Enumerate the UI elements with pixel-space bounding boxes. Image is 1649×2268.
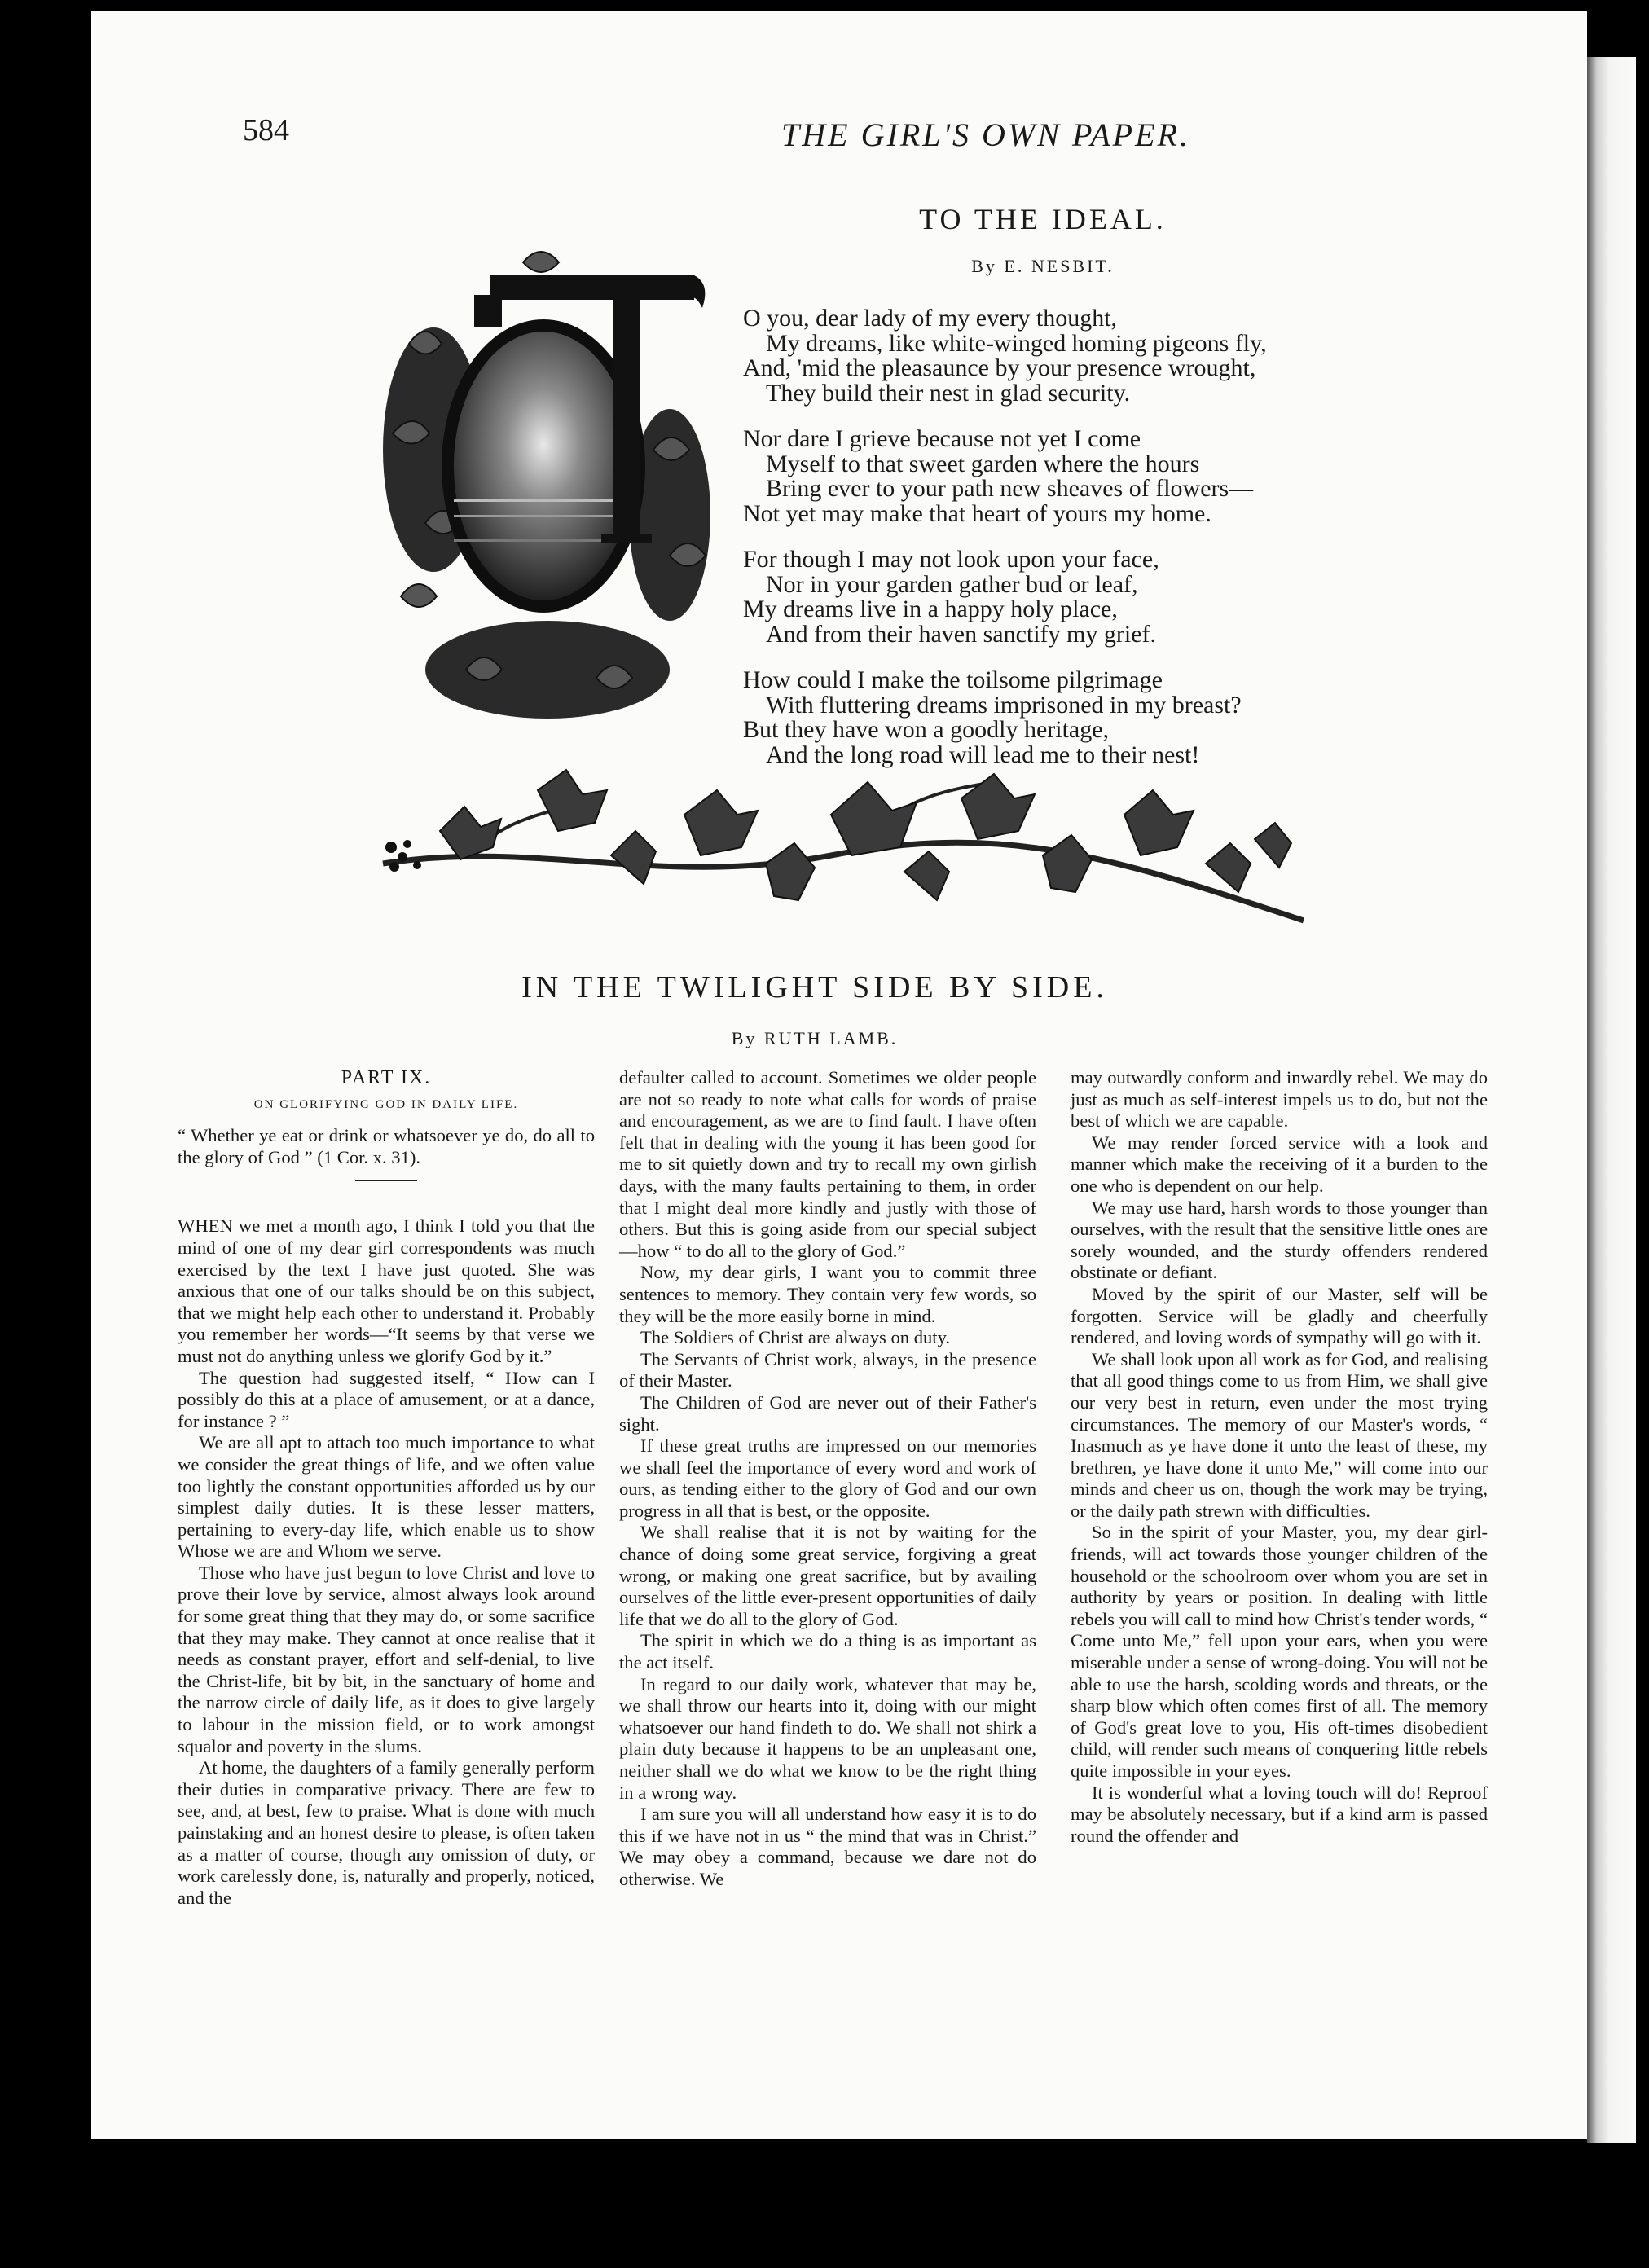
- poem-line: For though I may not look upon your face,: [743, 546, 1159, 573]
- paragraph: Moved by the spirit of our Master, self will be forgotten. Service will be gladly and cheerfully rendered, and loving words of sympathy will go with it.: [1071, 1283, 1488, 1348]
- text-column-2: [619, 1067, 1036, 1891]
- poem-line: Bring ever to your path new sheaves of flowers—: [766, 475, 1254, 502]
- running-title: THE GIRL'S OWN PAPER.: [781, 116, 1190, 153]
- part-subtitle: ON GLORIFYING GOD IN DAILY LIFE.: [253, 1097, 519, 1111]
- paragraph: defaulter called to account. Sometimes we older people are not so ready to note what calls for words of praise and encouragement, as we are to find fault. I have often felt that in dealing with the young it has been good for me to sit quietly down and try to recall my own girlish days, with the many faults pertaining to them, in order that I might deal more kindly and justly with those of others. But this is going aside from our special subject—how “ to do all to the glory of God.”: [619, 1067, 1036, 1261]
- paragraph: WHEN we met a month ago, I think I told you that the mind of one of my dear girl correspondents was much exercised by the text I have just quoted. She was anxious that one of our talks should be on this subject, that we might help each other to understand it. Probably you remember her words—“It seems by that verse we must not do anything unless we glorify God by it.”: [178, 1215, 595, 1366]
- paragraph: The spirit in which we do a thing is as important as the act itself.: [619, 1630, 1036, 1673]
- adjacent-page-edge: [1587, 57, 1636, 2143]
- paragraph: The Servants of Christ work, always, in the presence of their Master.: [619, 1348, 1036, 1391]
- poem-line: And, 'mid the pleasaunce by your presence wrought,: [743, 354, 1256, 381]
- paragraph: Those who have just begun to love Christ and love to prove their love by service, almost always look around for some great thing that they may do, or some sacrifice that they may make. They cannot at once realise that it needs as constant prayer, effort and self-denial, to live the Christ-life, bit by bit, in the sanctuary of home and the narrow circle of daily life, as it does to give largely to labour in the mission field, or to work amongst squalor and poverty in the slums.: [178, 1562, 595, 1756]
- paragraph: We are all apt to attach too much importance to what we consider the great things of life, and we often value too lightly the constant opportunities afforded us by our simplest daily duties. It is these lesser matters, pertaining to every-day life, which enable us to show Whose we are and Whom we serve.: [178, 1432, 595, 1562]
- poem-text: [743, 306, 1379, 789]
- paragraph: The Children of God are never out of their Father's sight.: [619, 1391, 1036, 1435]
- paragraph: The Soldiers of Christ are always on duty.: [640, 1327, 951, 1348]
- poem-line: O you, dear lady of my every thought,: [743, 305, 1118, 332]
- paragraph: We may use hard, harsh words to those younger than ourselves, with the result that the sensitive little ones are sorely wounded, and the sturdy offenders rendered obstinate or defiant.: [1071, 1197, 1488, 1283]
- text-column-3: [1071, 1067, 1488, 1847]
- poem-title: TO THE IDEAL.: [919, 203, 1167, 235]
- poem-line: How could I make the toilsome pilgrimage: [743, 666, 1163, 693]
- poem-line: Myself to that sweet garden where the hours: [766, 450, 1200, 477]
- poem-stanza: [743, 306, 1379, 406]
- ivy-vine-ornament: [375, 766, 1312, 937]
- section-rule: [355, 1180, 417, 1181]
- paragraph: Now, my dear girls, I want you to commit three sentences to memory. They contain very few words, so they will be the more easily borne in mind.: [619, 1262, 1036, 1326]
- part-heading: PART IX.: [341, 1067, 432, 1088]
- poem-line: My dreams live in a happy holy place,: [743, 596, 1118, 622]
- paragraph: At home, the daughters of a family generally perform their duties in comparative privacy. There are few to see, and, at best, few to praise. What is done with much painstaking and an honest desire to please, is often taken as a matter of course, though any omission of duty, or work carelessly done, is, naturally and properly, noticed, and the: [178, 1757, 595, 1908]
- text-column-1: [178, 1067, 595, 1909]
- poem-line: My dreams, like white-winged homing pigeons fly,: [766, 329, 1267, 357]
- paragraph: may outwardly conform and inwardly rebel. We may do just as much as self-interest impels us to do, but not the best of which we are capable.: [1071, 1067, 1488, 1132]
- poem-stanza: [743, 427, 1379, 526]
- poem-stanza: [743, 668, 1379, 767]
- poem-line: And the long road will lead me to their nest!: [766, 741, 1200, 768]
- poem-line: They build their nest in glad security.: [766, 379, 1131, 407]
- paragraph: We shall look upon all work as for God, and realising that all good things come to us from Him, we shall give our very best in return, even under the most trying circumstances. The memory of our Master's words, “ Inasmuch as ye have done it unto the least of these, my brethren, ye have done it unto Me,” will come into our minds and cheer us on, though the work may be trying, or the daily path strewn with difficulties.: [1071, 1348, 1488, 1521]
- paragraph: We may render forced service with a look and manner which make the receiving of it a burden to the one who is dependent on our help.: [1071, 1132, 1488, 1196]
- decorated-initial-illustration: [376, 246, 727, 723]
- poem-line: Nor dare I grieve because not yet I come: [743, 425, 1141, 452]
- poem-stanza: [743, 547, 1379, 647]
- paragraph: I am sure you will all understand how easy it is to do this if we have not in us “ the mind that was in Christ.” We may obey a command, because we dare not do otherwise. We: [619, 1804, 1036, 1889]
- paragraph: It is wonderful what a loving touch will do! Reproof may be absolutely necessary, but if a kind arm is passed round the offender and: [1071, 1782, 1488, 1846]
- paragraph: We shall realise that it is not by waiting for the chance of doing some great service, forgiving a great wrong, or making one great sacrifice, but by availing ourselves of the little ever-present opportunities of daily life that we do all to the glory of God.: [619, 1522, 1036, 1629]
- poem-byline: By E. NESBIT.: [971, 256, 1115, 276]
- paragraph: In regard to our daily work, whatever that may be, we shall throw our hearts into it, doing with our might whatsoever our hand findeth to do. We shall not shirk a plain duty because it happens to be an unpleasant one, neither shall we do what we know to be the right thing in a wrong way.: [619, 1673, 1036, 1803]
- epigraph: “ Whether ye eat or drink or whatsoever ye do, do all to the glory of God ” (1 Cor. x. 31).: [178, 1125, 595, 1167]
- article-byline: By RUTH LAMB.: [731, 1028, 899, 1048]
- poem-line: Nor in your garden gather bud or leaf,: [766, 570, 1138, 598]
- paragraph: If these great truths are impressed on our memories we shall feel the importance of every word and work of ours, as tending either to the glory of God and our own progress in all that is best, or the opposite.: [619, 1435, 1036, 1521]
- poem-line: With fluttering dreams imprisoned in my breast?: [766, 691, 1242, 719]
- poem-line: But they have won a goodly heritage,: [743, 716, 1110, 743]
- paragraph: So in the spirit of your Master, you, my dear girl-friends, will act towards those younger children of the household or the schoolroom over whom you are set in authority by years or position. In dealing with little rebels you will call to mind how Christ's tender words, “ Come unto Me,” fell upon your ears, when you were miserable under a sense of wrong-doing. You will not be able to use the harsh, scolding words and threats, or the sharp blow which often comes first of all. The memory of God's great love to you, His oft-times disobedient child, will render such means of conquering little rebels quite impossible in your eyes.: [1071, 1522, 1488, 1781]
- article-title: IN THE TWILIGHT SIDE BY SIDE.: [521, 970, 1108, 1004]
- paragraph: The question had suggested itself, “ How can I possibly do this at a place of amusement, or at a dance, for instance ? ”: [178, 1367, 595, 1431]
- poem-line: And from their haven sanctify my grief.: [766, 620, 1157, 648]
- page-number: 584: [243, 113, 289, 147]
- poem-line: Not yet may make that heart of yours my home.: [743, 499, 1211, 527]
